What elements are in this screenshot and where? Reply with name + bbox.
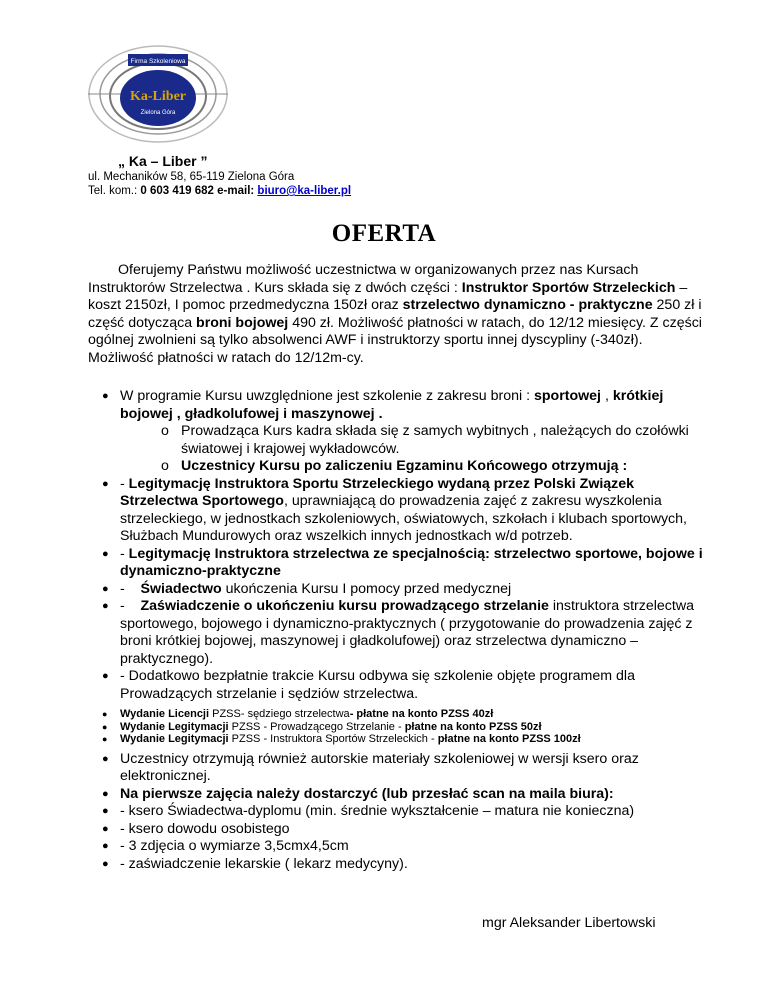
- list-item: [88, 388, 708, 423]
- bullet-icon: ●: [102, 390, 109, 402]
- fee-item: [88, 733, 708, 746]
- circle-bullet-icon: o: [161, 423, 169, 439]
- address: ul. Mechaników 58, 65-119 Zielona Góra: [88, 171, 295, 183]
- phone-label: Tel. kom.:: [88, 185, 141, 197]
- fee-text: PZSS- sędziego strzelectwa: [209, 708, 350, 720]
- intro-text-4: 490 zł. Możliwość płatności w ratach, do 12/12 miesięcy. Z części ogólnej zwolnieni są tylko absolwenci AWF i instruktorzy sportu innej dyscypliny (-340zł). Możliwość płatności w ratach do 12/12m-cy.: [88, 314, 702, 366]
- bullet-icon: ●: [102, 600, 109, 612]
- item-text: ,: [601, 388, 613, 404]
- item-text: Uczestnicy otrzymują również autorskie materiały szkoleniowej w wersji ksero oraz elektronicznej.: [120, 750, 639, 784]
- list-item: [88, 821, 708, 839]
- bullet-icon: ●: [102, 721, 108, 732]
- item-text: , uprawniającą do prowadzenia zajęć z zakresu wyszkolenia strzeleckiego, w jednostkach szkoleniowych, oświatowych, szkołach i klubach sportowych, Służbach Mundurowych oraz wszelkich innych jednostkach w/d potrzeb.: [120, 493, 687, 544]
- circle-bullet-icon: o: [161, 458, 169, 474]
- list-item: [88, 856, 708, 874]
- logo-top-text: Firma Szkoleniowa: [130, 58, 186, 65]
- list-item: [88, 786, 708, 804]
- item-text: -: [120, 545, 129, 562]
- fee-bold: Wydanie Legitymacji: [120, 733, 229, 745]
- item-text: - Dodatkowo bezpłatnie trakcie Kursu odbywa się szkolenie objęte programem dla Prowadzących strzelanie i sędziów strzelectwa.: [120, 668, 635, 702]
- logo-city: Zielona Góra: [140, 110, 176, 116]
- bullet-icon: ●: [102, 752, 109, 765]
- item-text: - zaświadczenie lekarskie ( lekarz medycyny).: [120, 855, 408, 872]
- list-item: [88, 476, 708, 546]
- fee-text: PZSS - Instruktora Sportów Strzeleckich -: [228, 733, 438, 745]
- address-block: [88, 170, 351, 198]
- item-text: instruktora strzelectwa sportowego, bojowego i dynamiczno-praktycznych ( przygotowanie do prowadzenia zajęć z broni krótkiej bojowej, maszynowej i gładkolufowej) oraz strzelectwa dynamiczno – praktycznego).: [120, 598, 694, 667]
- fee-bold: płatne na konto PZSS 50zł: [404, 720, 542, 733]
- item-bold: Legitymację Instruktora Sportu Strzeleckiego wydaną przez Polski Związek Strzelectwa Sportowego: [120, 475, 635, 509]
- intro-text-2: – koszt 2150zł, I pomoc przedmedyczna 150zł oraz: [88, 279, 688, 313]
- item-text: - 3 zdjęcia o wymiarze 3,5cmx4,5cm: [120, 838, 349, 854]
- list-item: [88, 803, 708, 821]
- signature: mgr Aleksander Libertowski: [482, 915, 656, 931]
- item-bold: Legitymację Instruktora strzelectwa ze specjalnością: strzelectwo sportowe, bojowe i dynamiczno-praktyczne: [120, 545, 703, 579]
- bullet-icon: ●: [102, 547, 109, 560]
- fee-bold: płatne na konto PZSS 100zł: [437, 733, 581, 745]
- sub-item: [88, 458, 708, 476]
- email-link[interactable]: biuro@ka-liber.pl: [257, 185, 352, 197]
- item-bold: Na pierwsze zajęcia należy dostarczyć (lub przesłać scan na maila biura):: [120, 785, 614, 802]
- fee-item: [88, 721, 708, 734]
- program-list: [88, 388, 708, 873]
- intro-bold-3: broni bojowej: [196, 314, 289, 331]
- list-item: [88, 668, 708, 703]
- contact-line: [88, 184, 351, 198]
- intro-paragraph: [88, 262, 708, 367]
- bullet-icon: ●: [102, 857, 109, 870]
- item-bold: Zaświadczenie o ukończeniu kursu prowadzącego strzelanie: [140, 598, 549, 614]
- item-text: -: [120, 475, 129, 492]
- sub-item: [88, 423, 708, 458]
- logo-name: Ka-Liber: [130, 89, 186, 104]
- item-bold: Świadectwo: [140, 580, 222, 597]
- intro-bold-1: Instruktor Sportów Strzeleckich: [461, 279, 676, 296]
- bullet-icon: ●: [102, 840, 109, 852]
- item-text: - ksero Świadectwa-dyplomu (min. średnie wykształcenie – matura nie konieczna): [120, 803, 635, 819]
- list-item: [88, 838, 708, 856]
- document-title: OFERTA: [331, 220, 437, 247]
- list-item: [88, 598, 708, 668]
- item-text: W programie Kursu uwzględnione jest szkolenie z zakresu broni :: [120, 388, 534, 404]
- fee-bold: - płatne na konto PZSS 40zł: [349, 708, 494, 720]
- email-label: e-mail:: [213, 185, 258, 197]
- phone-number: 0 603 419 682: [140, 185, 214, 197]
- item-text: -: [120, 598, 141, 614]
- list-item: [88, 546, 708, 581]
- item-bold: krótkiej bojowej , gładkolufowej i maszynowej .: [120, 388, 664, 422]
- bullet-icon: ●: [102, 805, 109, 817]
- fee-item: [88, 708, 708, 721]
- item-text: - ksero dowodu osobistego: [120, 820, 290, 837]
- fee-bold: Wydanie Legitymacji: [120, 720, 229, 733]
- sub-item-text: Prowadząca Kurs kadra składa się z samych wybitnych , należących do czołówki światowej i krajowej wykładowców.: [181, 423, 689, 457]
- item-text: ukończenia Kursu I pomocy przed medycznej: [221, 580, 512, 597]
- sub-item-text: Uczestnicy Kursu po zaliczeniu Egzaminu Końcowego otrzymują :: [181, 458, 628, 474]
- company-logo: [88, 38, 228, 150]
- bullet-icon: ●: [102, 734, 108, 744]
- fee-bold: Wydanie Licencji: [120, 708, 210, 720]
- bullet-icon: ●: [102, 787, 109, 800]
- bullet-icon: ●: [102, 709, 108, 719]
- item-bold: sportowej: [534, 388, 602, 404]
- item-text: -: [120, 580, 141, 597]
- bullet-icon: ●: [102, 477, 109, 490]
- intro-bold-2: strzelectwo dynamiczno - praktyczne: [402, 297, 653, 313]
- company-name: „ Ka – Liber ”: [118, 153, 208, 169]
- fee-text: PZSS - Prowadzącego Strzelanie -: [228, 720, 405, 733]
- bullet-icon: ●: [102, 670, 109, 682]
- intro-text-1: Oferujemy Państwu możliwość uczestnictwa w organizowanych przez nas Kursach Instruktorów Strzelectwa . Kurs składa się z dwóch części :: [88, 262, 639, 296]
- intro-text-3: 250 zł i część dotycząca: [88, 297, 702, 331]
- bullet-icon: ●: [102, 822, 109, 835]
- list-item: [88, 751, 708, 786]
- bullet-icon: ●: [102, 582, 109, 595]
- list-item: [88, 581, 708, 599]
